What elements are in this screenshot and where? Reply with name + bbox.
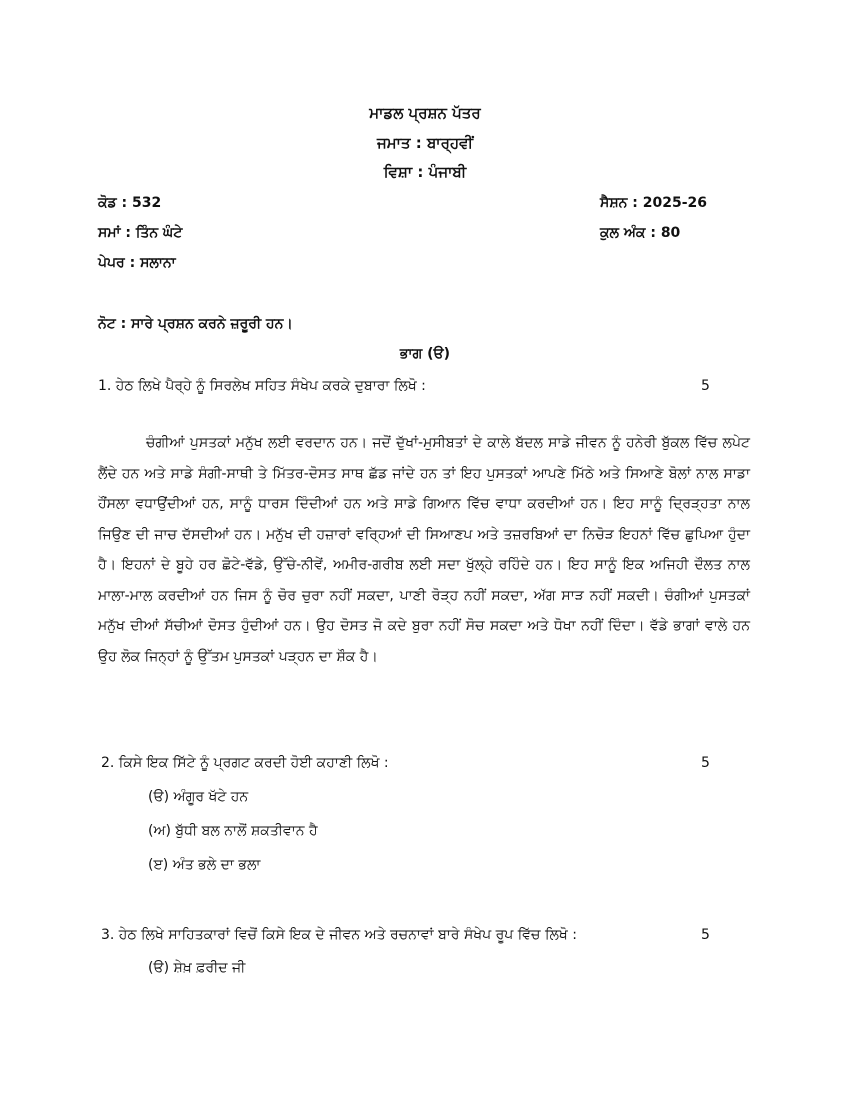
question-3-option-a: (ੳ) ਸ਼ੇਖ਼ ਫ਼ਰੀਦ ਜੀ (148, 960, 246, 976)
question-3-marks: 5 (701, 927, 710, 943)
question-2-marks: 5 (701, 755, 710, 771)
question-3-text: 3. ਹੇਠ ਲਿਖੇ ਸਾਹਿਤਕਾਰਾਂ ਵਿਚੋਂ ਕਿਸੇ ਇਕ ਦੇ ਜੀਵਨ ਅਤੇ ਰਚਨਾਵਾਂ ਬਾਰੇ ਸੰਖੇਪ ਰੂਪ ਵਿੱਚ ਲਿਖੋ : (101, 927, 577, 943)
question-2-text: 2. ਕਿਸੇ ਇਕ ਸਿੱਟੇ ਨੂੰ ਪ੍ਰਗਟ ਕਰਦੀ ਹੋਈ ਕਹਾਣੀ ਲਿਖੋ : (101, 755, 389, 771)
paper-type: ਪੇਪਰ : ਸਲਾਨਾ (98, 255, 176, 271)
question-2-option-c: (ੲ) ਅੰਤ ਭਲੇ ਦਾ ਭਲਾ (148, 857, 261, 873)
section-heading: ਭਾਗ (ੳ) (399, 346, 451, 362)
class-line: ਜਮਾਤ : ਬਾਰ੍ਹਵੀਂ (376, 134, 474, 152)
question-1-paragraph: ਚੰਗੀਆਂ ਪੁਸਤਕਾਂ ਮਨੁੱਖ ਲਈ ਵਰਦਾਨ ਹਨ। ਜਦੋਂ ਦੁੱਖਾਂ-ਮੁਸੀਬਤਾਂ ਦੇ ਕਾਲੇ ਬੱਦਲ ਸਾਡੇ ਜੀਵਨ ਨੂੰ ਹਨੇਰੀ ਬੁੱਕਲ ਵਿੱਚ ਲਪੇਟ ਲੈਂਦੇ ਹਨ ਅਤੇ ਸਾਡੇ ਸੰਗੀ-ਸਾਥੀ ਤੇ ਮਿੱਤਰ-ਦੋਸਤ ਸਾਥ ਛੱਡ ਜਾਂਦੇ ਹਨ ਤਾਂ ਇਹ ਪੁਸਤਕਾਂ ਆਪਣੇ ਮਿੱਠੇ ਅਤੇ ਸਿਆਣੇ ਬੋਲਾਂ ਨਾਲ ਸਾਡਾ ਹੌਂਸਲਾ ਵਧਾਉਂਦੀਆਂ ਹਨ, ਸਾਨੂੰ ਧਾਰਸ ਦਿੰਦੀਆਂ ਹਨ ਅਤੇ ਸਾਡੇ ਗਿਆਨ ਵਿੱਚ ਵਾਧਾ ਕਰਦੀਆਂ ਹਨ। ਇਹ ਸਾਨੂੰ ਦ੍ਰਿੜ੍ਹਤਾ ਨਾਲ ਜਿਉਣ ਦੀ ਜਾਚ ਦੱਸਦੀਆਂ ਹਨ। ਮਨੁੱਖ ਦੀ ਹਜ਼ਾਰਾਂ ਵਰ੍ਹਿਆਂ ਦੀ ਸਿਆਣਪ ਅਤੇ ਤਜ਼ਰਬਿਆਂ ਦਾ ਨਿਚੋੜ ਇਹਨਾਂ ਵਿੱਚ ਛੁਪਿਆ ਹੁੰਦਾ ਹੈ। ਇਹਨਾਂ ਦੇ ਬੂਹੇ ਹਰ ਛੋਟੇ-ਵੱਡੇ, ਉੱਚੇ-ਨੀਵੇਂ, ਅਮੀਰ-ਗਰੀਬ ਲਈ ਸਦਾ ਖੁੱਲ੍ਹੇ ਰਹਿੰਦੇ ਹਨ। ਇਹ ਸਾਨੂੰ ਇਕ ਅਜਿਹੀ ਦੌਲਤ ਨਾਲ ਮਾਲਾ-ਮਾਲ ਕਰਦੀਆਂ ਹਨ ਜਿਸ ਨੂੰ ਚੋਰ ਚੁਰਾ ਨਹੀਂ ਸਕਦਾ, ਪਾਣੀ ਰੋੜ੍ਹ ਨਹੀਂ ਸਕਦਾ, ਅੱਗ ਸਾੜ ਨਹੀਂ ਸਕਦੀ। ਚੰਗੀਆਂ ਪੁਸਤਕਾਂ ਮਨੁੱਖ ਦੀਆਂ ਸੱਚੀਆਂ ਦੋਸਤ ਹੁੰਦੀਆਂ ਹਨ। ਉਹ ਦੋਸਤ ਜੋ ਕਦੇ ਬੁਰਾ ਨਹੀਂ ਸੋਚ ਸਕਦਾ ਅਤੇ ਧੋਖਾ ਨਹੀਂ ਦਿੰਦਾ। ਵੱਡੇ ਭਾਗਾਂ ਵਾਲੇ ਹਨ ਉਹ ਲੋਕ ਜਿਨ੍ਹਾਂ ਨੂੰ ਉੱਤਮ ਪੁਸਤਕਾਂ ਪੜ੍ਹਨ ਦਾ ਸ਼ੌਕ ਹੈ। (98, 435, 750, 665)
question-2-option-b: (ਅ) ਬੁੱਧੀ ਬਲ ਨਾਲੋਂ ਸ਼ਕਤੀਵਾਨ ਹੈ (148, 823, 318, 839)
subject-line: ਵਿਸ਼ਾ : ਪੰਜਾਬੀ (383, 163, 467, 181)
paper-title: ਮਾਡਲ ਪ੍ਰਸ਼ਨ ਪੱਤਰ (369, 104, 481, 122)
note: ਨੋਟ : ਸਾਰੇ ਪ੍ਰਸ਼ਨ ਕਰਨੇ ਜ਼ਰੂਰੀ ਹਨ। (98, 316, 293, 332)
question-1-text: 1. ਹੇਠ ਲਿਖੇ ਪੈਰ੍ਹੇ ਨੂੰ ਸਿਰਲੇਖ ਸਹਿਤ ਸੰਖੇਪ ਕਰਕੇ ਦੁਬਾਰਾ ਲਿਖੋ : (98, 378, 426, 394)
session: ਸੈਸ਼ਨ : 2025-26 (600, 195, 708, 211)
question-1-marks: 5 (701, 378, 710, 394)
time-allowed: ਸਮਾਂ : ਤਿੰਨ ਘੰਟੇ (98, 225, 183, 241)
paper-code: ਕੋਡ : 532 (98, 195, 162, 211)
question-2-option-a: (ੳ) ਅੰਗੂਰ ਖੱਟੇ ਹਨ (148, 789, 249, 805)
total-marks: ਕੁਲ ਅੰਕ : 80 (600, 225, 681, 241)
